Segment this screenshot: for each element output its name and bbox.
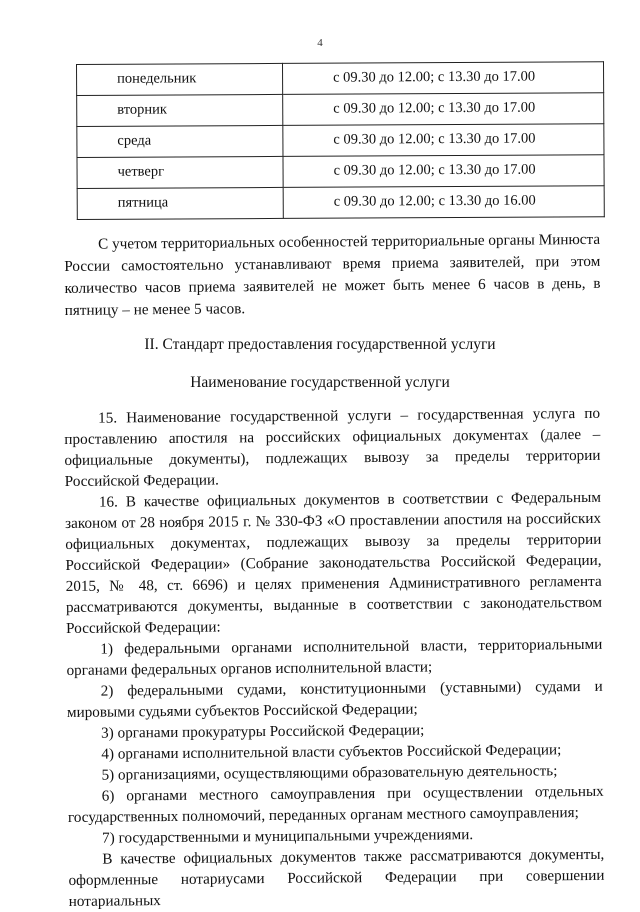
day-cell: среда (77, 125, 283, 157)
list-item: 3) органами прокуратуры Российской Федерации; (101, 721, 425, 742)
hours-cell: с 09.30 до 12.00; с 13.30 до 17.00 (283, 124, 604, 157)
intro-block (64, 229, 601, 322)
intro-paragraph: С учетом территориальных особенностей территориальные органы Минюста России самостоятельно устанавливают время приема заявителей, при этом количество часов приема заявителей не может быть менее 6 часов в день, в пятницу – не менее 5 часов. (64, 230, 601, 319)
day-cell: вторник (77, 94, 283, 126)
list-item: 5) организациями, осуществляющими образовательную деятельность; (101, 762, 558, 784)
list-item: 7) государственными и муниципальными учреждениями. (102, 826, 474, 847)
day-cell: четверг (77, 156, 283, 188)
main-text-block (64, 403, 605, 912)
hours-cell: с 09.30 до 12.00; с 13.30 до 17.00 (282, 62, 603, 95)
list-item: 2) федеральными судами, конституционными (уставными) судами и мировыми судьями субъектов Российской Федерации; (66, 677, 603, 721)
list-item: 1) федеральными органами исполнительной власти, территориальными органами федеральных органов исполнительной власти; (66, 635, 603, 679)
section-heading: II. Стандарт предоставления государственной услуги (144, 336, 496, 353)
day-cell: понедельник (77, 63, 283, 95)
hours-cell: с 09.30 до 12.00; с 13.30 до 17.00 (283, 155, 604, 188)
hours-cell: с 09.30 до 12.00; с 13.30 до 16.00 (283, 186, 604, 219)
subsection-heading: Наименование государственной услуги (190, 374, 450, 391)
table-row (77, 62, 604, 96)
table-row (77, 124, 604, 158)
list-item: 4) органами исполнительной власти субъектов Российской Федерации; (101, 741, 562, 763)
hours-cell: с 09.30 до 12.00; с 13.30 до 17.00 (283, 93, 604, 126)
day-cell: пятница (77, 187, 283, 219)
list-item: 6) органами местного самоуправления при осуществлении отдельных государственных полномочий, переданных органам местного самоуправления; (67, 782, 604, 826)
page-number: 4 (317, 37, 323, 49)
table-row (77, 93, 604, 127)
closing-paragraph: В качестве официальных документов также рассматриваются документы, оформленные нотариусами Российской Федерации при совершении нотариальных (68, 845, 605, 910)
paragraph-16: 16. В качестве официальных документов в соответствии с Федеральным законом от 28 ноября 2015 г. № 330-ФЗ «О проставлении апостиля на российских официальных документах, подлежащих вывозу за пределы территории Российской Федерации» (Собрание законодательства Российской Федерации, 2015, № 48, ст. 6696) и целях применения Административного регламента рассматриваются документы, выданные в соответствии с законодательством Российской Федерации: (65, 488, 602, 637)
table-row (77, 155, 604, 189)
paragraph-15: 15. Наименование государственной услуги – государственная услуга по проставлению апостиля на российских официальных документах (далее – официальные документы), подлежащих вывозу за пределы территории Российской Федерации. (64, 404, 601, 490)
reception-schedule-table (76, 61, 605, 220)
table-row (77, 186, 604, 220)
